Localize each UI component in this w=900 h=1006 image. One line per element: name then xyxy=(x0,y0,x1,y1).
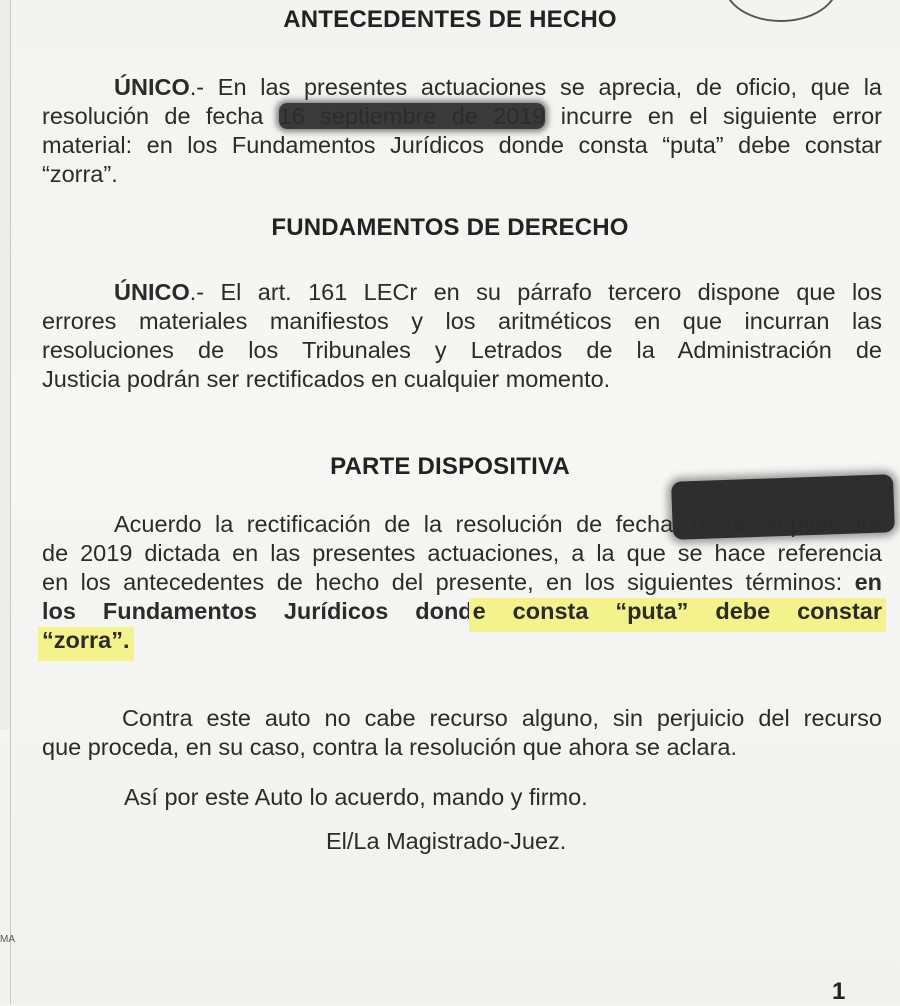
heading-parte-dispositiva: PARTE DISPOSITIVA xyxy=(330,453,570,480)
closing-statement: Así por este Auto lo acuerdo, mando y firmo. xyxy=(124,784,588,810)
recurso-paragraph: Contra este auto no cabe recurso alguno, sin perjuicio del recurso que proceda, en su caso, contra la resolución que ahora se aclara. xyxy=(42,705,882,760)
fundamentos-label: ÚNICO xyxy=(114,279,190,305)
heading-antecedentes: ANTECEDENTES DE HECHO xyxy=(283,6,617,33)
fundamentos-paragraph: ÚNICO.- El art. 161 LECr en su párrafo tercero dispone que los errores materiales manifiestos y los aritméticos en que incurran las resoluciones de los Tribunales y Letrados de la Administración de Justicia podrán ser rectificados en cualquier momento. xyxy=(42,279,882,392)
antecedentes-line-4: “zorra”. xyxy=(42,161,118,187)
highlighted-zorra: “zorra”. xyxy=(42,627,130,653)
margin-text: MA xyxy=(0,934,15,945)
antecedentes-line-3: material: en los Fundamentos Jurídicos donde consta “puta” debe constar xyxy=(42,132,882,158)
page-number: 1 xyxy=(832,978,846,1005)
heading-fundamentos: FUNDAMENTOS DE DERECHO xyxy=(271,214,629,241)
antecedentes-paragraph: ÚNICO.- En las presentes actuaciones se aprecia, de oficio, que la resolución de fecha 16 septiembre de 2019 incurre en el siguiente error material: en los Fundamentos Jurídicos donde consta “puta” debe constar “zorra”. xyxy=(42,74,882,187)
highlighted-text: e consta “puta” debe constar xyxy=(472,598,882,624)
antecedentes-label: ÚNICO xyxy=(114,74,190,100)
redacted-date-2: 16 de septiembre xyxy=(686,511,882,537)
parte-paragraph: Acuerdo la rectificación de la resolución de fecha 16 de septiembre de 2019 dictada en las presentes actuaciones, a la que se hace referencia en los antecedentes de hecho del presente, en los siguientes términos: en los Fundamentos Jurídicos donde consta “puta” debe constar “zorra”. xyxy=(42,511,882,653)
margin-rule xyxy=(10,0,11,1004)
redacted-date: 16 septiembre de 2019 xyxy=(278,103,546,129)
signature-line: El/La Magistrado-Juez. xyxy=(326,828,567,854)
